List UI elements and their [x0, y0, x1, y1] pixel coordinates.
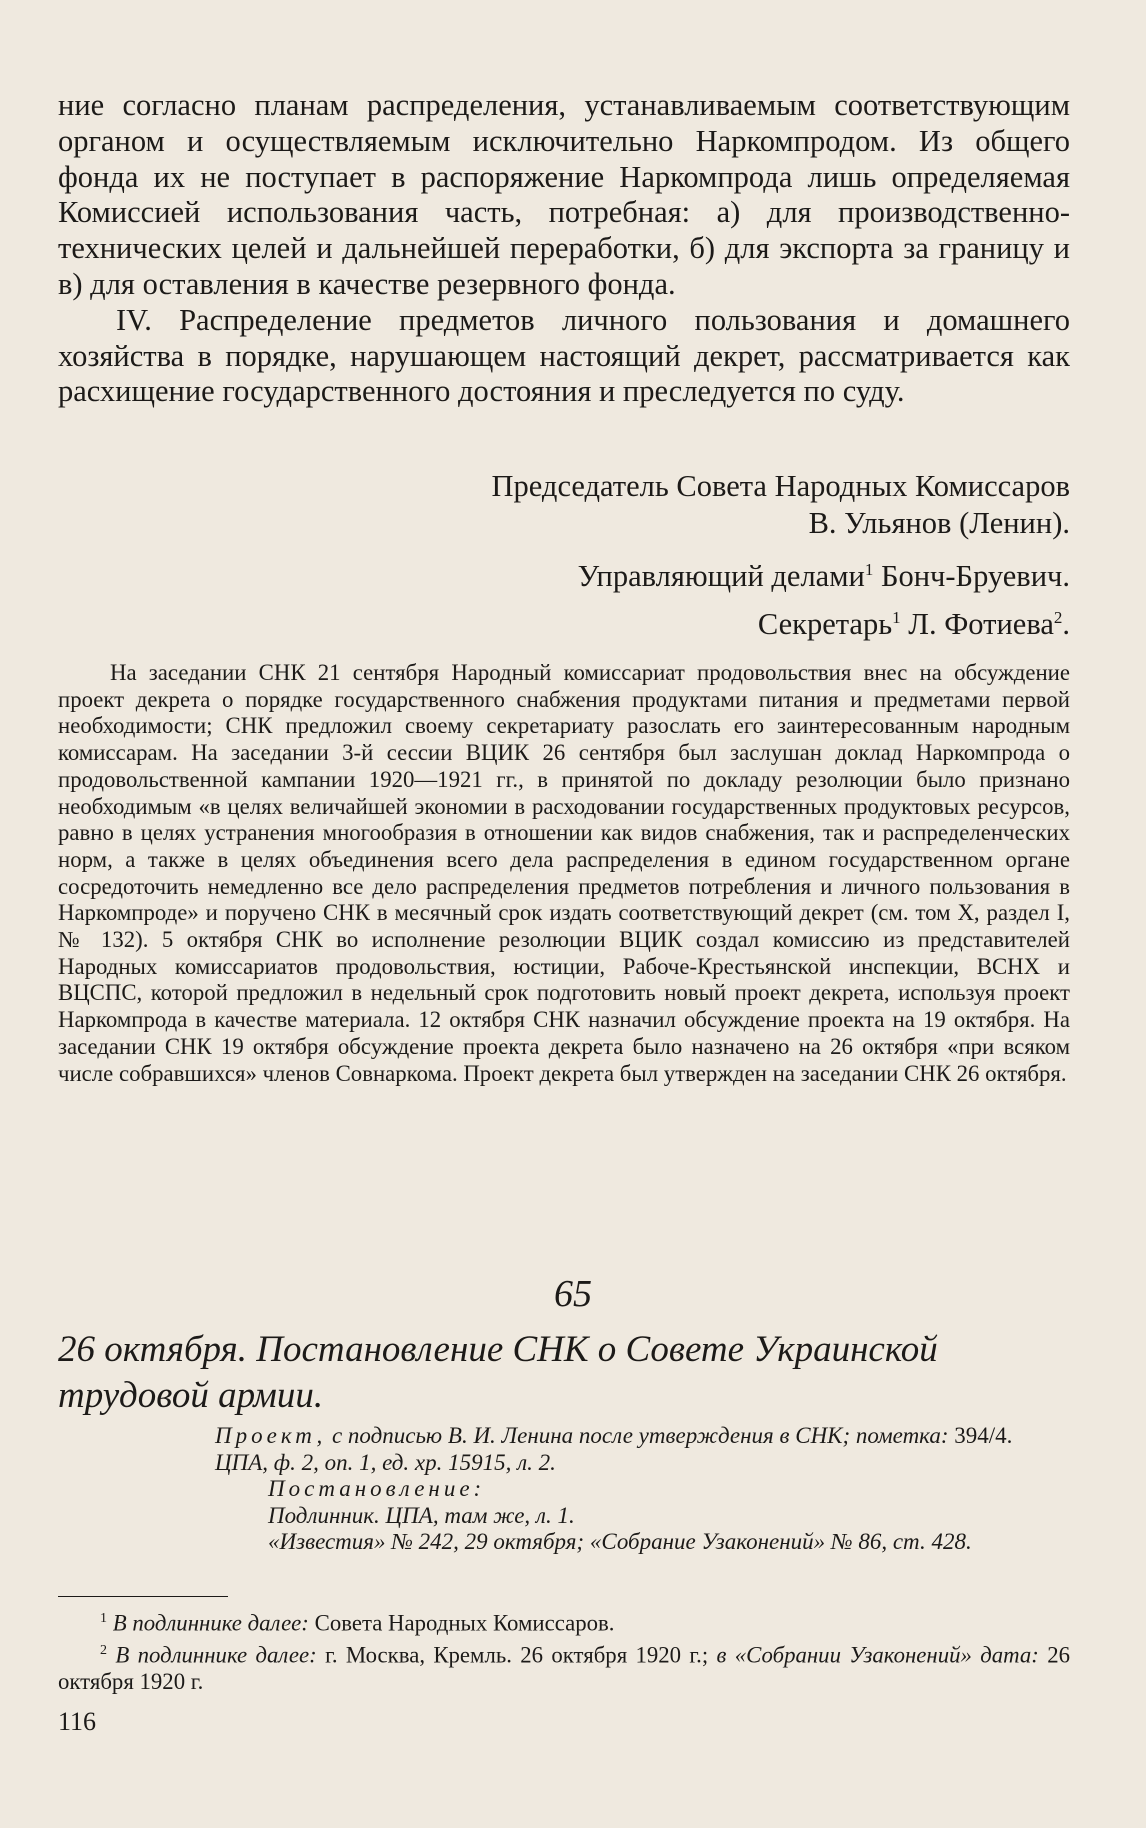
source-draft-mark: 394/4. [954, 1423, 1013, 1448]
decree-paragraph-continued: ние согласно планам распределения, устанавливаемым соответствующим органом и осуществляемым исключительно Наркомпродом. Из общего фонда их не поступает в распоряжение Наркомпрода лишь определяемая Комиссией использования часть, потребная: а) для производственно-технических целей и дальнейшей переработки, б) для экспорта за границу и в) для оставления в качестве резервного фонда. [58, 88, 1070, 301]
document-number: 65 [554, 1273, 592, 1315]
editorial-note [58, 660, 1070, 1087]
page-number: 116 [58, 1707, 97, 1736]
footnotes [58, 1605, 1070, 1695]
signature-chair-title: Председатель Совета Народных Комиссаров [491, 469, 1070, 503]
footnote-text: Совета Народных Комиссаров. [314, 1610, 615, 1636]
signature-manager [578, 552, 1070, 594]
footnote-mark: 1 [100, 1611, 107, 1626]
footnote-text-2: 26 октября 1920 г. [58, 1642, 1071, 1695]
source-draft-archive: ЦПА, ф. 2, оп. 1, ед. хр. 15915, л. 2. [215, 1449, 556, 1475]
document-heading-block [58, 1327, 1074, 1419]
footnote-ref: 2 [1053, 608, 1063, 627]
editorial-note-text: На заседании СНК 21 сентября Народный комиссариат продовольствия внес на обсуждение проект декрета о порядке государственного снабжения продуктами питания и предметами первой необходимости; СНК предложил своему секретариату разослать его заинтересованным народным комиссарам. На заседании 3-й сессии ВЦИК 26 сентября был заслушан доклад Наркомпрода о продовольственной кампании 1920—1921 гг., в принятой по докладу резолюции было признано необходимым «в целях величайшей экономии в расходовании государственных продуктовых ресурсов, равно в целях устранения многообразия в отношении как видов снабжения, так и распределенческих норм, а также в целях объединения всего дела распределения в едином государственном органе сосредоточить немедленно все дело распределения предметов потребления и личного пользования в Наркомпроде» и поручено СНК в месячный срок издать соответствующий декрет (см. том X, раздел I, № 132). 5 октября СНК во исполнение резолюции ВЦИК создал комиссию из представителей Народных комиссариатов продовольствия, юстиции, Рабоче-Крестьянской инспекции, ВСНХ и ВЦСПС, которой предложил в недельный срок подготовить новый проект декрета, используя проект Наркомпрода в качестве материала. 12 октября СНК назначил обсуждение проекта на 19 октября. На заседании СНК 19 октября обсуждение проекта декрета было назначено на 26 октября «при всяком числе собравшихся» членов Совнаркома. Проект декрета был утвержден на заседании СНК 26 октября. [58, 660, 1070, 1086]
source-original: Подлинник. ЦПА, там же, л. 1. [268, 1502, 575, 1528]
signature-secretary-name: Л. Фотиева [908, 607, 1054, 642]
footnote-lead: В подлиннике далее: [115, 1642, 317, 1668]
footnote-ref: 1 [892, 608, 901, 627]
document-heading: 26 октября. Постановление СНК о Совете Украинской трудовой армии. [58, 1329, 938, 1416]
signature-secretary [758, 600, 1070, 642]
footnote-lead-2: в «Собрании Узаконений» дата: [716, 1642, 1039, 1668]
document-source [215, 1423, 1068, 1556]
footnote-divider [58, 1596, 228, 1597]
decree-text [58, 88, 1070, 410]
signature-manager-name: Бонч-Бруевич. [880, 559, 1070, 594]
source-decree-label: Постановление: [268, 1476, 486, 1501]
footnote-2 [58, 1637, 1070, 1696]
decree-paragraph-iv: IV. Распределение предметов личного пользования и домашнего хозяйства в порядке, нарушающем настоящий декрет, рассматривается как расхищение государственного достояния и преследуется по суду. [58, 302, 1070, 409]
source-publications: «Известия» № 242, 29 октября; «Собрание Узаконений» № 86, ст. 428. [268, 1529, 972, 1554]
footnote-lead: В подлиннике далее: [112, 1610, 309, 1636]
signature-period: . [1062, 607, 1070, 642]
source-draft-text: с подписью В. И. Ленина после утверждения в СНК; пометка: [331, 1423, 949, 1448]
signature-secretary-title: Секретарь [757, 607, 893, 642]
footnote-text: г. Москва, Кремль. 26 октября 1920 г.; [325, 1642, 709, 1668]
signature-manager-title: Управляющий делами [577, 559, 865, 594]
footnote-1 [58, 1605, 1070, 1637]
signature-chair-name: В. Ульянов (Ленин). [808, 506, 1070, 540]
footnote-ref: 1 [864, 560, 874, 579]
source-draft-label: Проект, [215, 1423, 327, 1448]
source-draft [215, 1423, 1068, 1476]
footnote-mark: 2 [100, 1642, 107, 1658]
